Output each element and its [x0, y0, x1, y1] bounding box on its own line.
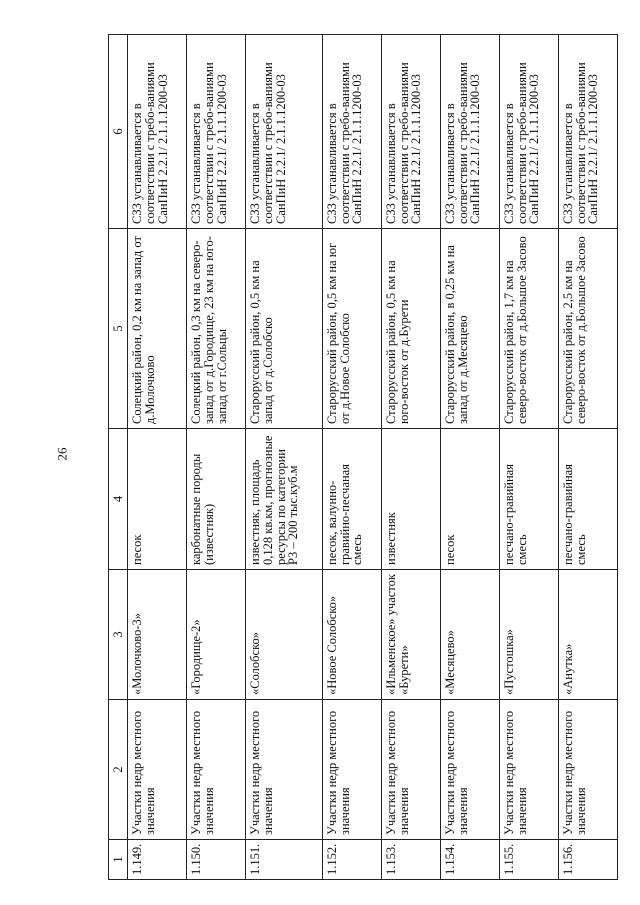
mineral-cell: известняк, площадь 0,128 кв.км, прогнозные ресурсы по категории Р3 – 200 тыс.куб.м [246, 429, 323, 570]
mineral-cell: карбонатные породы (известняк) [187, 429, 246, 570]
table-row [322, 35, 381, 880]
sanitary-zone-cell: СЗЗ устанавливается в соответствии с требо-ваниями СанПиН 2.2.1/ 2.1.1.1200-03 [381, 35, 440, 229]
rotated-table-container [108, 35, 618, 880]
sanitary-zone-cell: СЗЗ устанавливается в соответствии с требо-ваниями СанПиН 2.2.1/ 2.1.1.1200-03 [558, 35, 617, 229]
row-number-cell: 1.152. [322, 840, 381, 880]
site-type-cell: Участки недр местного значения [128, 700, 187, 840]
site-type-cell: Участки недр местного значения [187, 700, 246, 840]
site-type-cell: Участки недр местного значения [381, 700, 440, 840]
mineral-cell: песчано-гравийная смесь [558, 429, 617, 570]
row-number-cell: 1.151. [246, 840, 323, 880]
site-name-cell: «Ильменское» участок «Бурети» [381, 570, 440, 700]
site-name-cell: «Городище-2» [187, 570, 246, 700]
mineral-cell: песчано-гравийная смесь [499, 429, 558, 570]
row-number-cell: 1.150. [187, 840, 246, 880]
column-number-cell: 4 [109, 429, 128, 570]
sanitary-zone-cell: СЗЗ устанавливается в соответствии с требо-ваниями СанПиН 2.2.1/ 2.1.1.1200-03 [499, 35, 558, 229]
table-row [499, 35, 558, 880]
row-number-cell: 1.154. [440, 840, 499, 880]
site-name-cell: «Новое Солобско» [322, 570, 381, 700]
site-name-cell: «Солобско» [246, 570, 323, 700]
site-type-cell: Участки недр местного значения [246, 700, 323, 840]
sanitary-zone-cell: СЗЗ устанавливается в соответствии с требо-ваниями СанПиН 2.2.1/ 2.1.1.1200-03 [187, 35, 246, 229]
column-number-cell: 3 [109, 570, 128, 700]
column-number-cell: 6 [109, 35, 128, 229]
site-name-cell: «Анутка» [558, 570, 617, 700]
site-name-cell: «Молочково-3» [128, 570, 187, 700]
mineral-cell: песок [128, 429, 187, 570]
sanitary-zone-cell: СЗЗ устанавливается в соответствии с требо-ваниями СанПиН 2.2.1/ 2.1.1.1200-03 [322, 35, 381, 229]
row-number-cell: 1.156. [558, 840, 617, 880]
sites-table [108, 34, 618, 880]
location-cell: Солецкий район, 0,2 км на запад от д.Молочково [128, 229, 187, 429]
site-type-cell: Участки недр местного значения [322, 700, 381, 840]
table-row [440, 35, 499, 880]
table-row [381, 35, 440, 880]
location-cell: Солецкий район, 0,3 км на северо-запад от д.Городище, 23 км на юго-запад от г.Сольцы [187, 229, 246, 429]
location-cell: Старорусский район, 0,5 км на юго-восток от д.Бурети [381, 229, 440, 429]
location-cell: Старорусский район, 1,7 км на северо-восток от д.Большое Засово [499, 229, 558, 429]
table-row [187, 35, 246, 880]
sanitary-zone-cell: СЗЗ устанавливается в соответствии с требо-ваниями СанПиН 2.2.1/ 2.1.1.1200-03 [128, 35, 187, 229]
column-number-cell: 5 [109, 229, 128, 429]
table-row [246, 35, 323, 880]
column-number-cell: 1 [109, 840, 128, 880]
mineral-cell: песок, валунно-гравийно-песчаная смесь [322, 429, 381, 570]
column-number-cell: 2 [109, 700, 128, 840]
column-number-row [109, 35, 128, 880]
mineral-cell: песок [440, 429, 499, 570]
row-number-cell: 1.155. [499, 840, 558, 880]
site-type-cell: Участки недр местного значения [440, 700, 499, 840]
row-number-cell: 1.153. [381, 840, 440, 880]
page-number: 26 [54, 447, 70, 461]
table-row [558, 35, 617, 880]
sanitary-zone-cell: СЗЗ устанавливается в соответствии с требо-ваниями СанПиН 2.2.1/ 2.1.1.1200-03 [246, 35, 323, 229]
location-cell: Старорусский район, в 0,25 км на запад от д.Месяцево [440, 229, 499, 429]
site-name-cell: «Месяцево» [440, 570, 499, 700]
location-cell: Старорусский район, 0,5 км на запад от д.Солобско [246, 229, 323, 429]
site-name-cell: «Пустошка» [499, 570, 558, 700]
table-row [128, 35, 187, 880]
location-cell: Старорусский район, 0,5 км на юг от д.Новое Солобско [322, 229, 381, 429]
mineral-cell: известняк [381, 429, 440, 570]
site-type-cell: Участки недр местного значения [499, 700, 558, 840]
location-cell: Старорусский район, 2,5 км на северо-восток от д.Большое Засово [558, 229, 617, 429]
row-number-cell: 1.149. [128, 840, 187, 880]
site-type-cell: Участки недр местного значения [558, 700, 617, 840]
sanitary-zone-cell: СЗЗ устанавливается в соответствии с требо-ваниями СанПиН 2.2.1/ 2.1.1.1200-03 [440, 35, 499, 229]
